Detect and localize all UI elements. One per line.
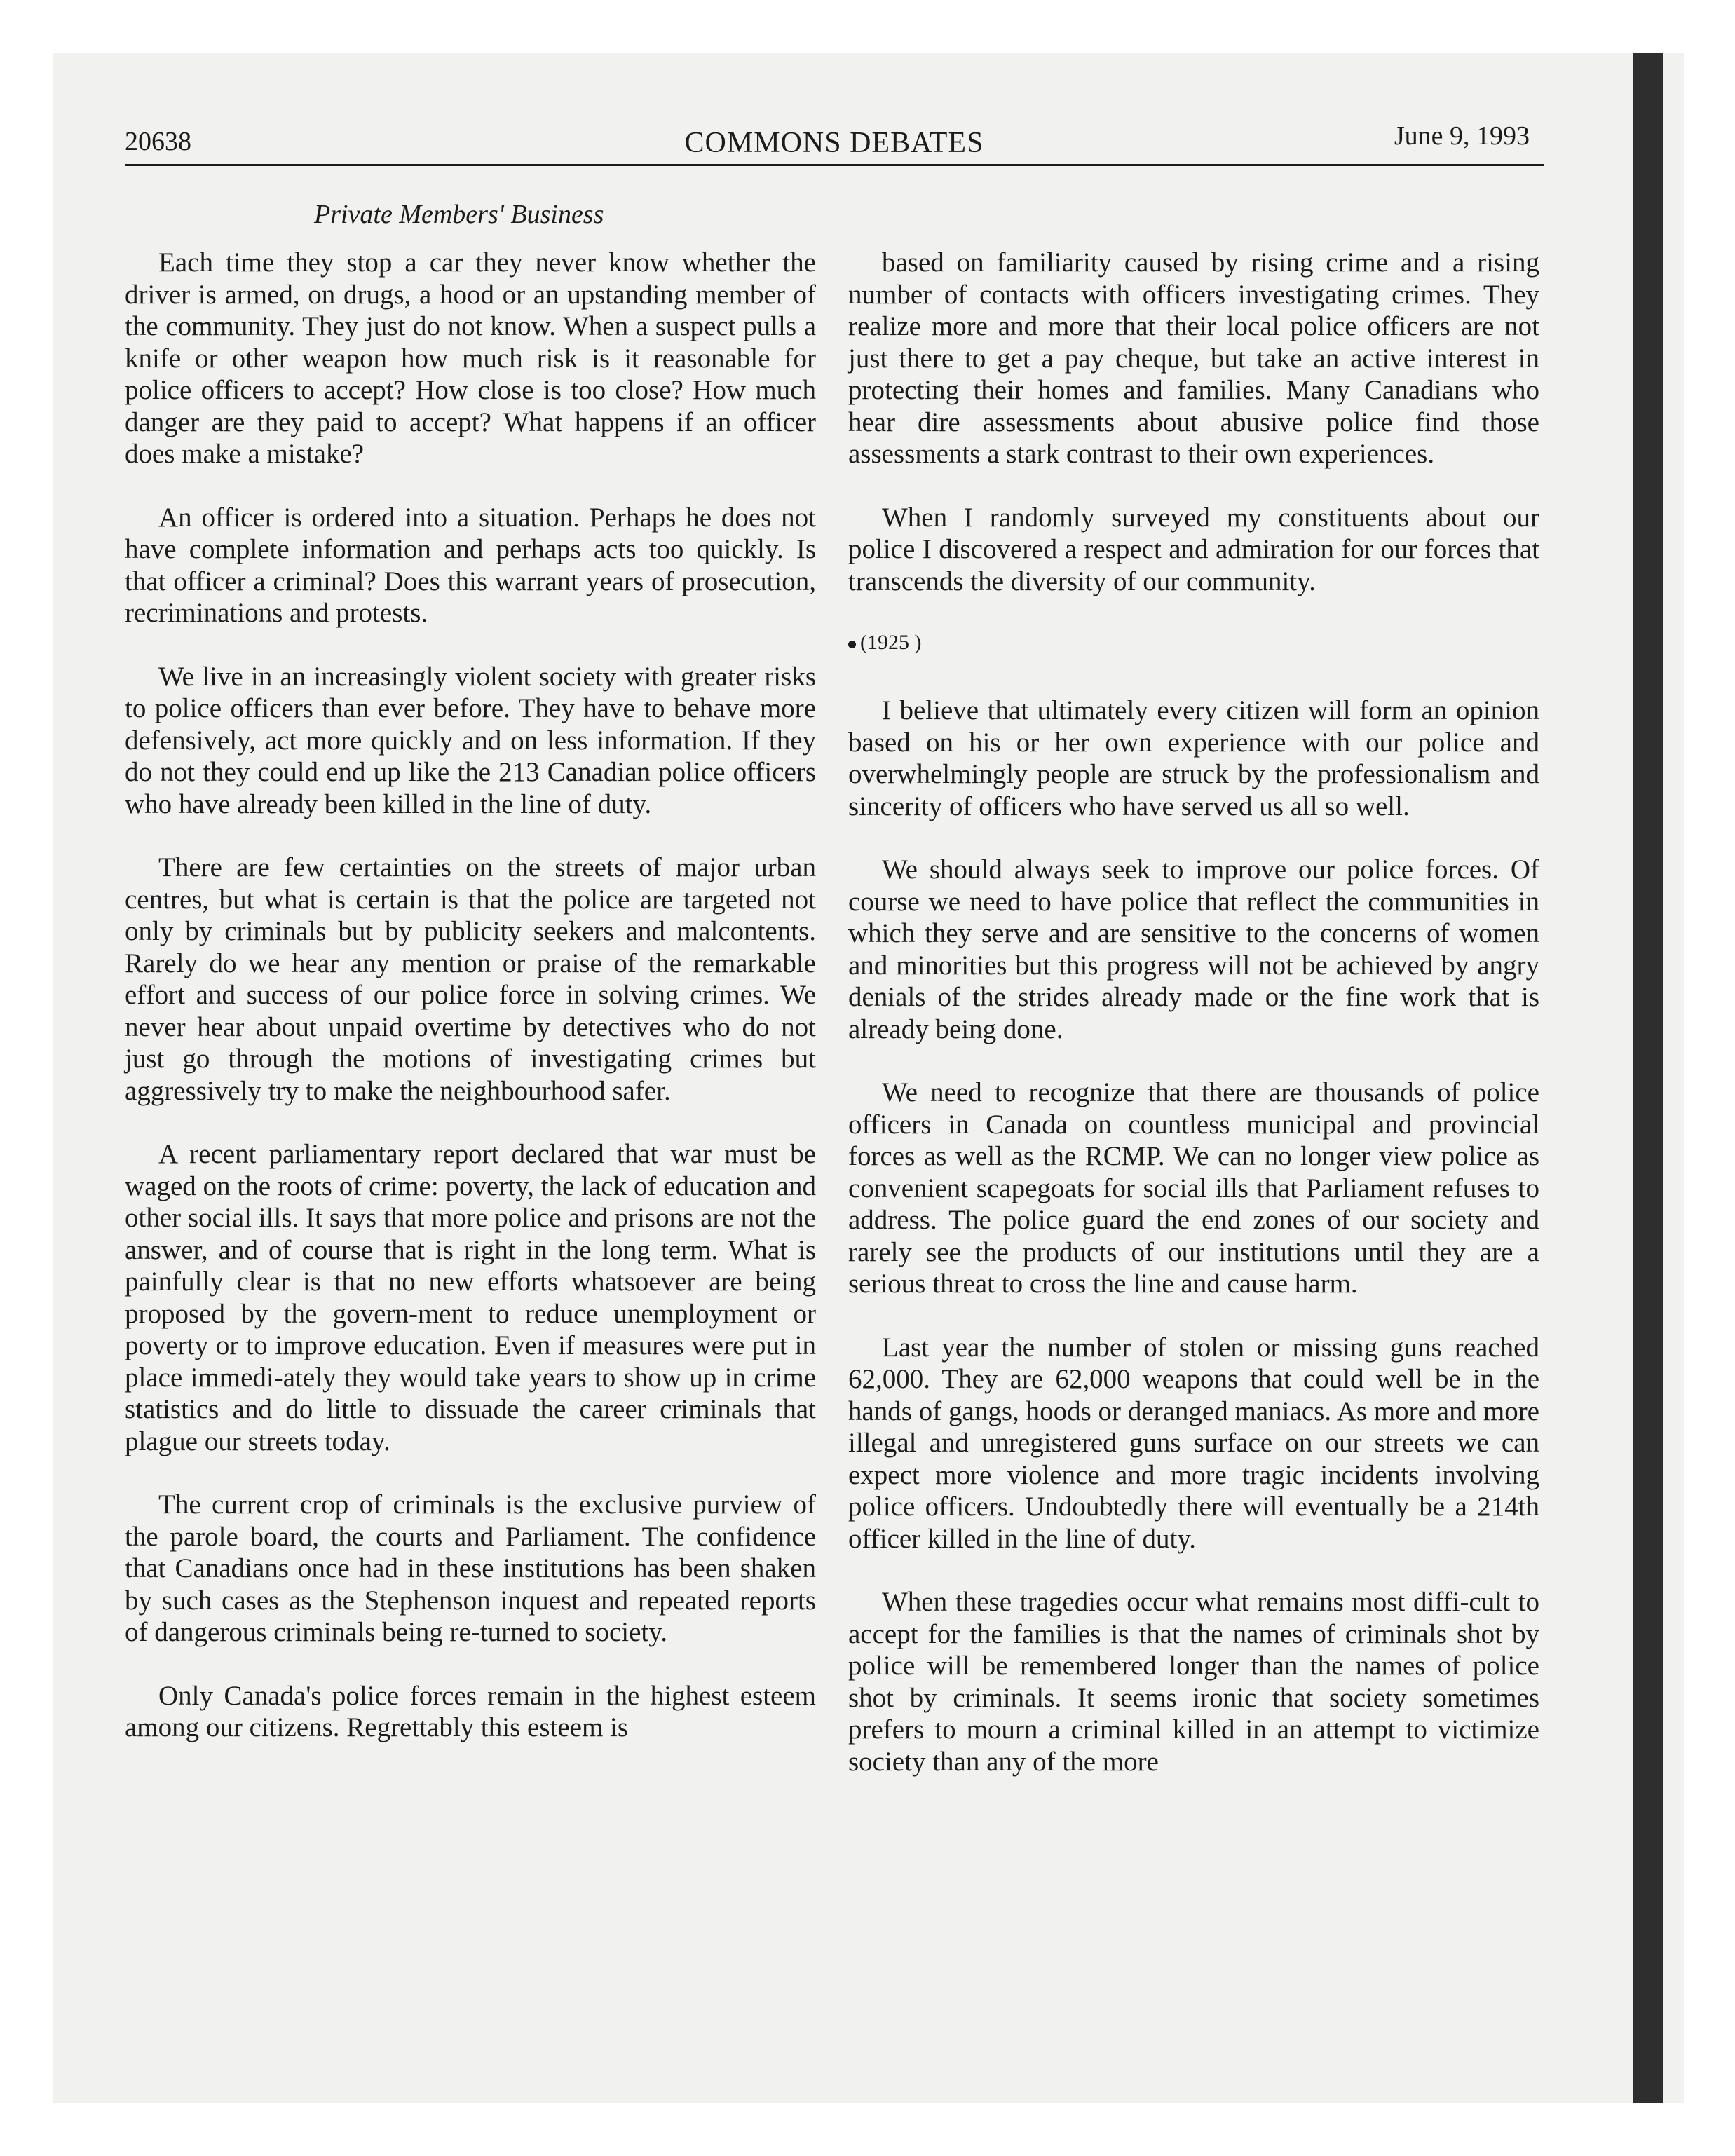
right-column	[848, 247, 1539, 1809]
paragraph: An officer is ordered into a situation. Perhaps he does not have complete information and perhaps acts too quickly. Is that officer a criminal? Does this warrant years of prosecution, recriminations and protests.	[125, 502, 816, 628]
paragraph: When these tragedies occur what remains most diffi-cult to accept for the families is that the names of criminals shot by police will be remembered longer than the names of police shot by criminals. It seems ironic that society sometimes prefers to mourn a criminal killed in an attempt to victimize society than any of the more	[848, 1587, 1539, 1777]
paragraph: Each time they stop a car they never know whether the driver is armed, on drugs, a hood or an upstanding member of the community. They just do not know. When a suspect pulls a knife or other weapon how much risk is it reasonable for police officers to accept? How close is too close? How much danger are they paid to accept? What happens if an officer does make a mistake?	[125, 247, 816, 469]
paragraph: A recent parliamentary report declared that war must be waged on the roots of crime: poverty, the lack of education and other social ills. It says that more police and prisons are not the answer, and of course that is right in the long term. What is painfully clear is that no new efforts whatsoever are being proposed by the govern-ment to reduce unemployment or poverty or to improve education. Even if measures were put in place immedi-ately they would take years to show up in crime statistics and do little to dissuade the career criminals that plague our streets today.	[125, 1139, 816, 1456]
paragraph: We live in an increasingly violent society with greater risks to police officers than ever before. They have to behave more defensively, act more quickly and on less information. If they do not they could end up like the 213 Canadian police officers who have already been killed in the line of duty.	[125, 661, 816, 819]
section-heading: Private Members' Business	[314, 200, 604, 229]
time-marker	[848, 629, 1539, 657]
paragraph: We need to recognize that there are thousands of police officers in Canada on countless municipal and provincial forces as well as the RCMP. We can no longer view police as convenient scapegoats for social ills that Parliament refuses to address. The police guard the end zones of our society and rarely see the products of our institutions until they are a serious threat to cross the line and cause harm.	[848, 1077, 1539, 1299]
paragraph: based on familiarity caused by rising crime and a rising number of contacts with officers investigating crimes. They realize more and more that their local police officers are not just there to get a pay cheque, but take an active interest in protecting their homes and families. Many Canadians who hear dire assessments about abusive police find those assessments a stark contrast to their own experiences.	[848, 247, 1539, 469]
header-rule	[125, 164, 1544, 166]
paragraph: When I randomly surveyed my constituents about our police I discovered a respect and admiration for our forces that transcends the diversity of our community.	[848, 502, 1539, 596]
journal-title: COMMONS DEBATES	[684, 127, 984, 159]
publication-date: June 9, 1993	[1394, 121, 1530, 151]
time-marker-text: (1925 )	[860, 631, 922, 654]
paragraph: There are few certainties on the streets of major urban centres, but what is certain is that the police are targeted not only by criminals but by publicity seekers and malcontents. Rarely do we hear any mention or praise of the remarkable effort and success of our police force in solving crimes. We never hear about unpaid overtime by detectives who do not just go through the motions of investigating crimes but aggressively try to make the neighbourhood safer.	[125, 852, 816, 1106]
paragraph: Only Canada's police forces remain in the highest esteem among our citizens. Regrettably this esteem is	[125, 1680, 816, 1742]
left-column	[125, 247, 816, 1775]
paragraph: I believe that ultimately every citizen will form an opinion based on his or her own experience with our police and overwhelmingly people are struck by the professionalism and sincerity of officers who have served us all so well.	[848, 695, 1539, 821]
bullet-icon	[848, 641, 856, 648]
page-number: 20638	[125, 127, 191, 156]
scan-edge-shadow	[1633, 53, 1663, 2103]
paragraph: We should always seek to improve our police forces. Of course we need to have police that reflect the communities in which they serve and are sensitive to the concerns of women and minorities but this progress will not be achieved by angry denials of the strides already made or the fine work that is already being done.	[848, 854, 1539, 1044]
paragraph: The current crop of criminals is the exclusive purview of the parole board, the courts and Parliament. The confidence that Canadians once had in these institutions has been shaken by such cases as the Stephenson inquest and repeated reports of dangerous criminals being re-turned to society.	[125, 1489, 816, 1647]
page-header	[125, 121, 1544, 165]
paragraph: Last year the number of stolen or missing guns reached 62,000. They are 62,000 weapons that could well be in the hands of gangs, hoods or deranged maniacs. As more and more illegal and unregistered guns surface on our streets we can expect more violence and more tragic incidents involving police officers. Undoubtedly there will eventually be a 214th officer killed in the line of duty.	[848, 1332, 1539, 1554]
